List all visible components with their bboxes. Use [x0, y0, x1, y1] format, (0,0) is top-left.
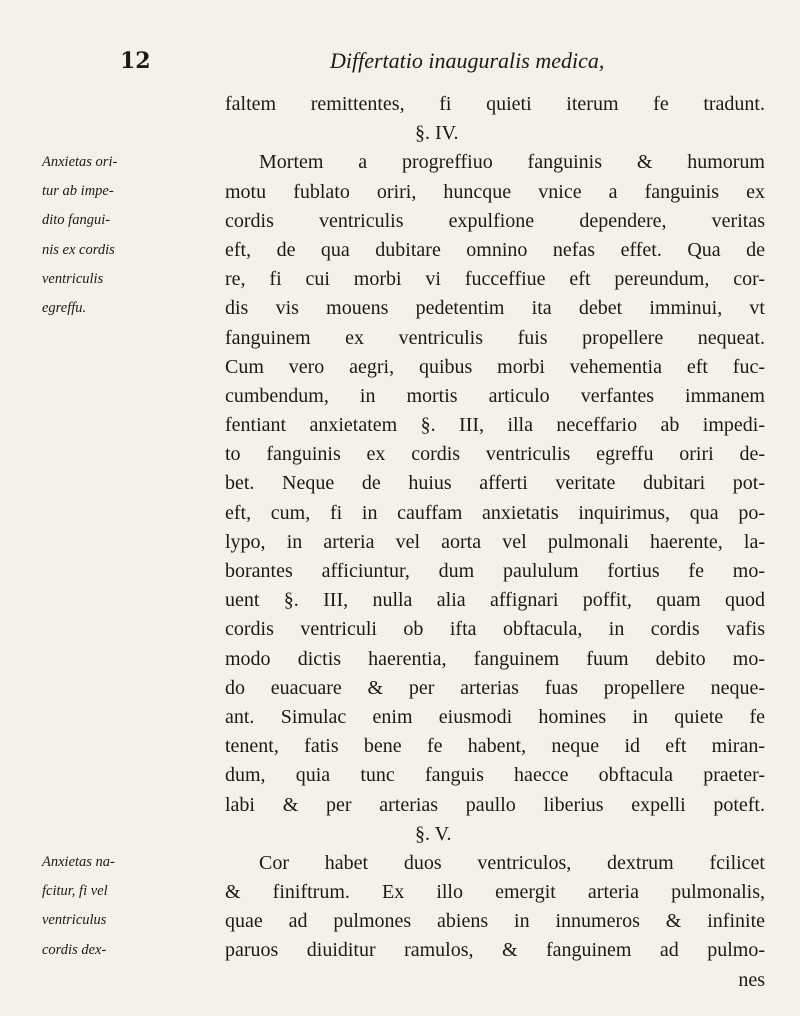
text-line: do euacuare & per arterias fuas propellere neque- [225, 676, 765, 699]
text-line: dis vis mouens pedetentim ita debet imminui, vt [225, 297, 765, 320]
text-line: cordis ventriculi ob ifta obftacula, in cordis vafis [225, 618, 765, 641]
margin-note-line: Anxietas na- [42, 854, 115, 870]
margin-note-line: ventriculis [42, 270, 104, 287]
margin-note-line: nis ex cordis [42, 241, 115, 258]
margin-note-line: cordis dex- [42, 941, 107, 958]
section-heading-v: §. V. [415, 822, 452, 845]
margin-note-line: egreffu. [42, 299, 87, 316]
margin-note-anxietas-oritur [42, 148, 220, 323]
text-line: motu fublato oriri, huncque vnice a fanguinis ex [225, 180, 765, 203]
running-head [120, 48, 760, 78]
text-line: Cor habet duos ventriculos, dextrum fcilicet [259, 851, 765, 874]
margin-note-line: dito fangui- [42, 212, 111, 229]
text-line: faltem remittentes, fi quieti iterum fe tradunt. [225, 93, 765, 115]
page-number: 12 [120, 48, 151, 74]
text-line: labi & per arterias paullo liberius expelli poteft. [225, 793, 765, 816]
text-line: quae ad pulmones abiens in innumeros & infinite [225, 910, 765, 933]
catchword: nes [738, 968, 765, 991]
text-line: bet. Neque de huius afferti veritate dubitari pot- [225, 472, 765, 495]
text-line: lypo, in arteria vel aorta vel pulmonali haerente, la- [225, 530, 765, 553]
text-line: eft, de qua dubitare omnino nefas effet. Qua de [225, 238, 765, 261]
text-line: Cum vero aegri, quibus morbi vehementia eft fuc- [225, 355, 765, 378]
text-line: uent §. III, nulla alia affignari poffit, quam quod [225, 589, 765, 612]
text-line: modo dictis haerentia, fanguinem fuum debito mo- [225, 647, 765, 670]
margin-note-line: tur ab impe- [42, 183, 114, 200]
margin-note-line: Anxietas ori- [42, 154, 118, 170]
text-line: to fanguinis ex cordis ventriculis egreffu oriri de- [225, 443, 765, 466]
running-title: Differtatio inauguralis medica, [330, 48, 605, 73]
body-text [225, 90, 765, 995]
margin-note-line: fcitur, fi vel [42, 883, 108, 900]
text-line: eft, cum, fi in cauffam anxietatis inquirimus, qua po- [225, 501, 765, 524]
text-line: ant. Simulac enim eiusmodi homines in quiete fe [225, 705, 765, 728]
margin-note-line: ventriculus [42, 912, 107, 929]
section-heading-iv: §. IV. [415, 122, 459, 145]
text-line: dum, quia tunc fanguis haecce obftacula praeter- [225, 764, 765, 787]
margin-note-anxietas-nascitur [42, 848, 220, 965]
text-line: fanguinem ex ventriculis fuis propellere nequeat. [225, 326, 765, 349]
text-line: cordis ventriculis expulfione dependere, veritas [225, 209, 765, 232]
text-line: paruos diuiditur ramulos, & fanguinem ad pulmo- [225, 939, 765, 962]
text-line: tenent, fatis bene fe habent, neque id eft miran- [225, 735, 765, 758]
text-line: & finiftrum. Ex illo emergit arteria pulmonalis, [225, 881, 765, 904]
text-line: borantes afficiuntur, dum paululum fortius fe mo- [225, 560, 765, 582]
text-line: fentiant anxietatem §. III, illa neceffario ab impedi- [225, 414, 765, 437]
text-line: Mortem a progreffiuo fanguinis & humorum [259, 151, 765, 174]
text-line: cumbendum, in mortis articulo verfantes immanem [225, 384, 765, 407]
text-line: re, fi cui morbi vi fucceffiue eft pereundum, cor- [225, 268, 765, 291]
